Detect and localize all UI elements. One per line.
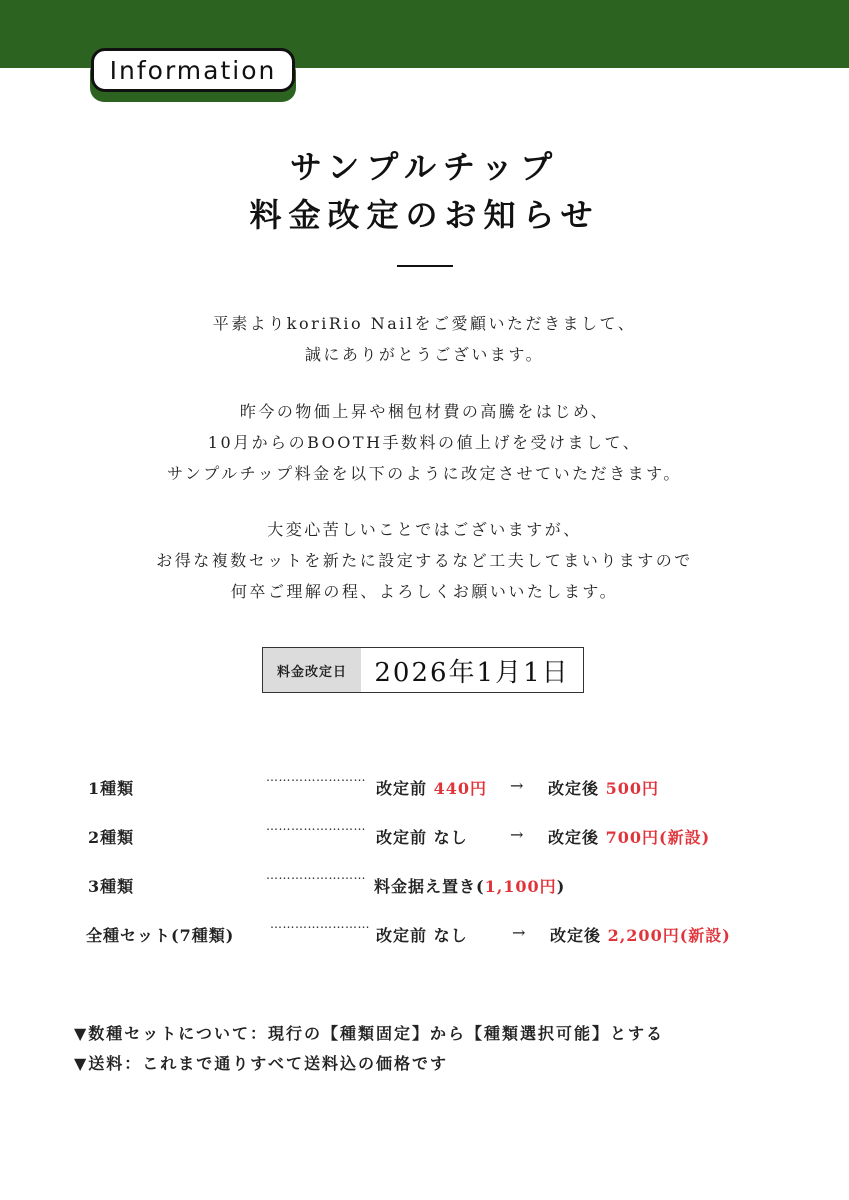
- before-value: 440円: [433, 779, 487, 798]
- after-label: 改定後: [548, 828, 600, 847]
- before-label: 改定前: [376, 828, 428, 847]
- price-after: [548, 825, 710, 848]
- footnote-set-selection: ▼数種セットについて：現行の【種類固定】から【種類選択可能】とする: [74, 1024, 664, 1043]
- price-after: [548, 776, 659, 799]
- paragraph-line: 平素よりkoriRio Nailをご愛顧いただきまして、: [212, 314, 637, 333]
- price-row-leader: ……………………: [266, 868, 366, 882]
- price-row-name: 1種類: [88, 779, 135, 798]
- price-row-2: [0, 819, 849, 855]
- price-row-leader: ……………………: [266, 819, 366, 833]
- note-suffix: ): [556, 877, 566, 896]
- after-value: 500円: [605, 779, 659, 798]
- before-value: なし: [433, 828, 468, 847]
- after-label: 改定後: [550, 926, 602, 945]
- note-prefix: 料金据え置き(: [374, 877, 485, 896]
- price-row-1: [0, 770, 849, 806]
- note-value: 1,100円: [484, 877, 557, 896]
- paragraph-line: 昨今の物価上昇や梱包材費の高騰をはじめ、: [239, 402, 610, 421]
- price-row-4: [0, 917, 849, 953]
- price-before: [376, 923, 468, 946]
- greeting-paragraph: [0, 308, 849, 370]
- paragraph-line: 何卒ご理解の程、よろしくお願いいたします。: [230, 582, 619, 601]
- before-label: 改定前: [376, 779, 428, 798]
- price-before: [376, 825, 468, 848]
- price-row-leader: ……………………: [270, 917, 370, 931]
- price-row-name: 全種セット(7種類): [86, 926, 235, 945]
- reason-paragraph: [0, 396, 849, 489]
- revision-date-box: [262, 647, 584, 693]
- apology-paragraph: [0, 514, 849, 607]
- price-row-name: 3種類: [88, 877, 135, 896]
- paragraph-line: お得な複数セットを新たに設定するなど工夫してまいりますので: [156, 551, 693, 570]
- price-row-3: [0, 868, 849, 904]
- price-row-leader: ……………………: [266, 770, 366, 784]
- page-title-line1: サンプルチップ: [289, 148, 560, 186]
- title-divider: [397, 265, 453, 267]
- paragraph-line: 誠にありがとうございます。: [304, 345, 545, 364]
- before-value: なし: [433, 926, 468, 945]
- price-before: [376, 776, 487, 799]
- footnote-shipping: ▼送料：これまで通りすべて送料込の価格です: [74, 1054, 448, 1073]
- before-label: 改定前: [376, 926, 428, 945]
- paragraph-line: 10月からのBOOTH手数料の値上げを受けまして、: [207, 433, 642, 452]
- page-title-line2: 料金改定のお知らせ: [249, 196, 600, 234]
- after-value: 2,200円(新設): [607, 926, 731, 945]
- arrow-icon: →: [510, 825, 524, 844]
- price-row-name: 2種類: [88, 828, 135, 847]
- price-after: [550, 923, 731, 946]
- price-note: [374, 874, 565, 897]
- after-label: 改定後: [548, 779, 600, 798]
- arrow-icon: →: [512, 923, 526, 942]
- arrow-icon: →: [510, 776, 524, 795]
- after-value: 700円(新設): [605, 828, 711, 847]
- paragraph-line: サンプルチップ料金を以下のように改定させていただきます。: [167, 464, 682, 483]
- revision-date-label: 料金改定日: [263, 648, 361, 692]
- revision-date-value: 2026年1月1日: [374, 657, 570, 688]
- information-tag: Information: [91, 48, 295, 92]
- paragraph-line: 大変心苦しいことではございますが、: [267, 520, 582, 539]
